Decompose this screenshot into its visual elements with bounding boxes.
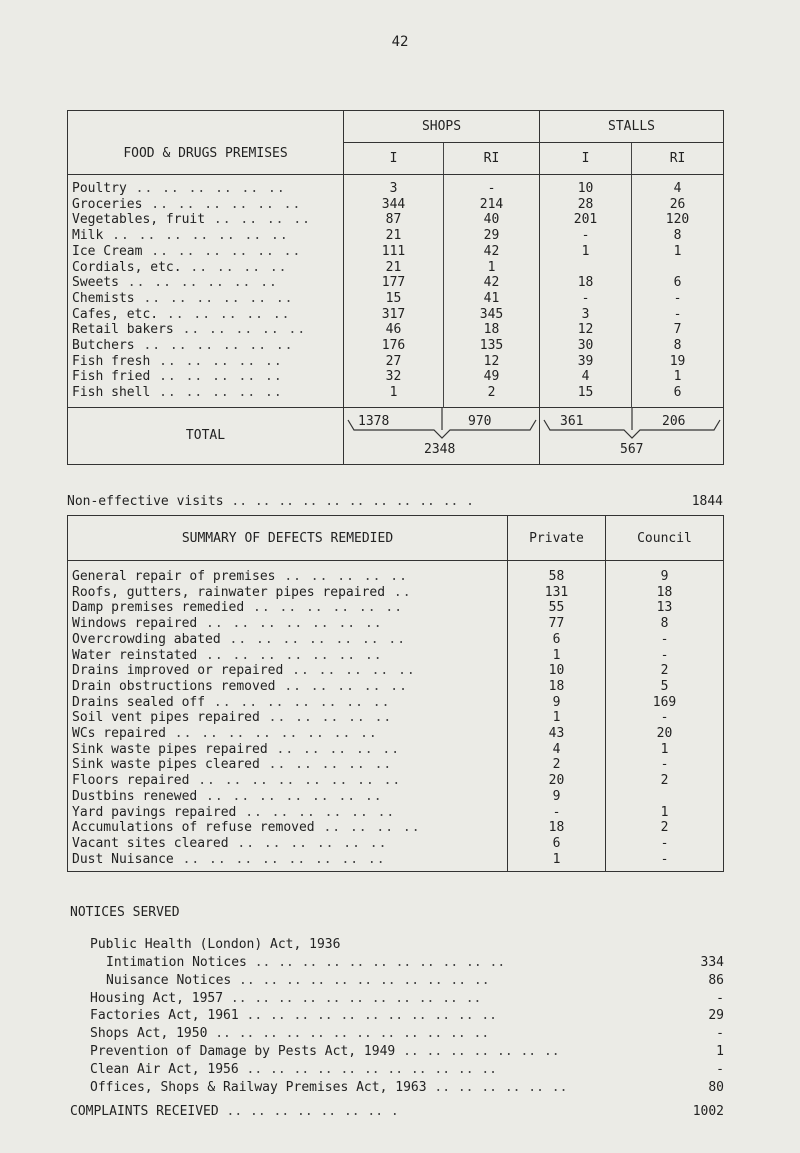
- stalls-ri-value: 8: [632, 338, 724, 354]
- defect-row: [68, 600, 724, 616]
- defect-row: [68, 632, 724, 648]
- food-row: [68, 385, 724, 407]
- food-row: [68, 260, 724, 276]
- leader-dots: .. .. .. .. .. .. .. .. .. .. .: [231, 494, 475, 509]
- notice-value: 1: [716, 1044, 724, 1059]
- defects-title: SUMMARY OF DEFECTS REMEDIED: [68, 516, 508, 561]
- food-row: [68, 275, 724, 291]
- defect-row: [68, 757, 724, 773]
- leader-dots: .. .. .. .. .. .. .. ..: [165, 726, 378, 742]
- shops-ri-value: 42: [444, 275, 540, 291]
- defect-label: Accumulations of refuse removed: [72, 820, 315, 836]
- shops-total-cell: [344, 407, 540, 464]
- private-value: 1: [508, 648, 606, 664]
- food-category-label: Fish fried: [72, 369, 151, 385]
- shops-i-header: I: [344, 143, 444, 175]
- council-value: -: [606, 710, 724, 726]
- food-category: [68, 354, 344, 370]
- stalls-i-value: 201: [573, 212, 598, 228]
- leader-dots: .. .. .. .. ..: [283, 663, 416, 679]
- public-health-act-heading: Public Health (London) Act, 1936: [90, 937, 341, 952]
- defect-label: Soil vent pipes repaired: [72, 710, 260, 726]
- leader-dots: .. .. .. .. .. ..: [134, 290, 294, 306]
- private-value: 9: [508, 789, 606, 805]
- food-category: [68, 291, 344, 307]
- defect-name: [68, 616, 508, 632]
- defect-name: [68, 726, 508, 742]
- council-value: 1: [606, 805, 724, 821]
- council-value: 18: [606, 585, 724, 601]
- council-value: 2: [606, 663, 724, 679]
- private-value: 20: [508, 773, 606, 789]
- leader-dots: .. .. .. .. .. .. .. .. .. .. .. ..: [207, 1026, 490, 1042]
- stalls-ri-value: [632, 260, 724, 276]
- food-row: [68, 354, 724, 370]
- non-effective-visits: [67, 494, 723, 509]
- private-value: 10: [508, 663, 606, 679]
- private-value: 1: [508, 852, 606, 872]
- council-header: Council: [606, 516, 724, 561]
- defect-label: Floors repaired: [72, 773, 190, 789]
- shops-ri-value: 42: [444, 244, 540, 260]
- leader-dots: .. .. .. .. .. ..: [228, 835, 388, 851]
- private-value: 43: [508, 726, 606, 742]
- defect-label: Yard pavings repaired: [72, 804, 237, 820]
- non-effective-value: 1844: [691, 494, 723, 509]
- shops-ri-value: 1: [444, 260, 540, 276]
- total-label: TOTAL: [68, 407, 344, 464]
- food-category-label: Poultry: [72, 181, 127, 196]
- council-value: -: [606, 648, 724, 664]
- defect-row: [68, 805, 724, 821]
- defect-label: WCs repaired: [72, 726, 166, 742]
- leader-dots: .. .. .. .. .. ..: [126, 181, 286, 196]
- council-value: 2: [606, 773, 724, 789]
- food-category: [68, 338, 344, 354]
- shops-i-value: 317: [381, 306, 406, 322]
- council-value: [606, 789, 724, 805]
- stalls-i-value: 1: [581, 243, 590, 259]
- shops-ri-value: 29: [444, 228, 540, 244]
- notice-label: Clean Air Act, 1956: [90, 1061, 239, 1077]
- food-category: [68, 197, 344, 213]
- leader-dots: .. .. .. .. .. ..: [236, 804, 396, 820]
- food-category-label: Vegetables, fruit: [72, 212, 206, 228]
- leader-dots: .. .. .. .. ..: [259, 757, 393, 773]
- private-value: 18: [508, 679, 606, 695]
- defect-label: Drain obstructions removed: [72, 678, 276, 694]
- shops-i-value: 32: [385, 369, 402, 385]
- stalls-total-cell: [540, 407, 724, 464]
- food-category-label: Ice Cream: [72, 243, 143, 259]
- stalls-ri-value: 26: [632, 197, 724, 213]
- leader-dots: .. .. .. .. .. .. .. .: [226, 1104, 399, 1119]
- leader-dots: .. .. .. .. .. ..: [142, 196, 302, 212]
- defect-name: [68, 679, 508, 695]
- defect-row: [68, 561, 724, 585]
- food-row: [68, 338, 724, 354]
- food-category-label: Butchers: [72, 338, 135, 354]
- defect-name: [68, 773, 508, 789]
- leader-dots: .. .. .. .. .. ..: [134, 338, 294, 354]
- defect-label: Vacant sites cleared: [72, 835, 229, 851]
- leader-dots: .. .. .. .. ..: [150, 385, 283, 401]
- stalls-i-value: 4: [581, 369, 590, 385]
- defect-row: [68, 742, 724, 758]
- leader-dots: .. .. .. .. .. .. ..: [197, 647, 383, 663]
- stalls-ri-total: 206: [662, 413, 686, 429]
- defect-row: [68, 663, 724, 679]
- defect-row: [68, 726, 724, 742]
- defect-row: [68, 679, 724, 695]
- shops-i-value: 15: [385, 290, 402, 306]
- defect-name: [68, 789, 508, 805]
- shops-header: SHOPS: [344, 111, 540, 143]
- notices-title: NOTICES SERVED: [70, 905, 180, 920]
- stalls-ri-value: 6: [632, 385, 724, 407]
- council-value: -: [606, 852, 724, 872]
- council-value: -: [606, 757, 724, 773]
- notice-value: -: [716, 1061, 724, 1077]
- defect-label: Water reinstated: [72, 647, 198, 663]
- notice-value: -: [716, 990, 724, 1006]
- stalls-i-value: -: [581, 228, 590, 244]
- shops-i-value: 344: [381, 196, 406, 212]
- shops-ri-total: 970: [468, 413, 492, 429]
- shops-i-value: 3: [389, 181, 398, 196]
- defect-label: Dustbins renewed: [72, 788, 198, 804]
- leader-dots: .. .. .. .. .. .. .. .. .. .. ..: [246, 955, 506, 970]
- private-value: 4: [508, 742, 606, 758]
- food-category: [68, 322, 344, 338]
- notice-label: Housing Act, 1957: [90, 990, 224, 1006]
- defect-row: [68, 710, 724, 726]
- leader-dots: .. .. .. .. .. ..: [426, 1079, 568, 1095]
- shops-ri-value: 2: [444, 385, 540, 407]
- leader-dots: ..: [385, 584, 412, 600]
- notice-value: 29: [708, 1008, 724, 1024]
- private-value: -: [508, 805, 606, 821]
- defect-name: [68, 663, 508, 679]
- leader-dots: .. .. .. .. .. .. ..: [103, 228, 289, 244]
- stalls-i-value: 3: [581, 306, 590, 322]
- food-row: [68, 197, 724, 213]
- defect-row: [68, 616, 724, 632]
- private-value: 9: [508, 695, 606, 711]
- shops-ri-value: -: [444, 175, 540, 197]
- leader-dots: .. .. .. ..: [205, 212, 311, 228]
- leader-dots: .. .. .. .. .. ..: [142, 243, 302, 259]
- shops-i-value: 177: [381, 275, 406, 291]
- defect-label: Overcrowding abated: [72, 631, 221, 647]
- private-value: 77: [508, 616, 606, 632]
- page-number: 42: [391, 34, 409, 50]
- food-row: [68, 291, 724, 307]
- private-value: 131: [508, 585, 606, 601]
- defect-label: Drains sealed off: [72, 694, 206, 710]
- notice-item: [90, 1008, 497, 1023]
- stalls-ri-value: 8: [632, 228, 724, 244]
- food-category: [68, 369, 344, 385]
- shops-i-value: 176: [381, 338, 406, 354]
- leader-dots: .. .. .. .. .. .. ..: [197, 788, 383, 804]
- food-category-label: Cafes, etc.: [72, 306, 159, 322]
- food-row: [68, 228, 724, 244]
- leader-dots: .. .. .. .. .. .. ..: [395, 1044, 560, 1059]
- leader-dots: .. .. .. .. .. .. .. .. .. .. ..: [231, 972, 490, 988]
- council-value: 1: [606, 742, 724, 758]
- notice-item: [106, 955, 505, 970]
- leader-dots: .. .. .. .. ..: [267, 741, 401, 757]
- shops-ri-header: RI: [444, 143, 540, 175]
- shops-ri-value: 345: [444, 307, 540, 323]
- defect-label: Damp premises remedied: [72, 600, 245, 616]
- food-category-label: Fish fresh: [72, 353, 151, 369]
- food-row: [68, 212, 724, 228]
- defect-row: [68, 773, 724, 789]
- food-category-label: Retail bakers: [72, 322, 174, 338]
- council-value: 8: [606, 616, 724, 632]
- stalls-ri-value: 4: [632, 175, 724, 197]
- food-row: [68, 175, 724, 197]
- notice-label: Intimation Notices: [106, 955, 247, 970]
- defect-row: [68, 820, 724, 836]
- council-value: 13: [606, 600, 724, 616]
- defect-row: [68, 836, 724, 852]
- leader-dots: .. .. .. ..: [181, 259, 288, 275]
- notice-label: Prevention of Damage by Pests Act, 1949: [90, 1044, 396, 1059]
- council-value: 2: [606, 820, 724, 836]
- defect-name: [68, 585, 508, 601]
- shops-i-value: 27: [385, 353, 402, 369]
- shops-ri-value: 49: [444, 369, 540, 385]
- leader-dots: .. .. .. .. ..: [259, 710, 393, 726]
- stalls-ri-value: 6: [632, 275, 724, 291]
- leader-dots: .. .. .. .. ..: [158, 306, 291, 322]
- leader-dots: .. .. .. .. ..: [275, 678, 408, 694]
- stalls-i-value: -: [581, 290, 590, 306]
- defect-label: Windows repaired: [72, 616, 198, 632]
- shops-ri-value: 214: [444, 197, 540, 213]
- food-category-label: Fish shell: [72, 385, 151, 401]
- defect-name: [68, 600, 508, 616]
- food-category: [68, 244, 344, 260]
- private-value: 58: [508, 561, 606, 585]
- stalls-i-total: 361: [560, 413, 584, 429]
- notice-value: 334: [700, 955, 724, 970]
- food-category: [68, 260, 344, 276]
- complaints-received: [70, 1104, 724, 1119]
- leader-dots: .. .. .. .. ..: [150, 353, 283, 369]
- defect-label: Sink waste pipes repaired: [72, 741, 268, 757]
- leader-dots: .. .. .. .. .. .. .. .. .. .. ..: [238, 1008, 497, 1024]
- defect-label: Roofs, gutters, rainwater pipes repaired: [72, 584, 386, 600]
- food-table-title: FOOD & DRUGS PREMISES: [68, 111, 344, 175]
- leader-dots: .. .. .. .. .. .. ..: [205, 694, 391, 710]
- leader-dots: .. .. .. .. .. .. .. .. .. .. ..: [238, 1061, 497, 1077]
- defects-table: [67, 515, 724, 872]
- shops-ri-value: 18: [444, 322, 540, 338]
- leader-dots: .. .. .. ..: [314, 820, 421, 836]
- council-value: 9: [606, 561, 724, 585]
- stalls-ri-header: RI: [632, 143, 724, 175]
- leader-dots: .. .. .. .. .. ..: [118, 275, 278, 291]
- notice-value: 86: [708, 972, 724, 988]
- defect-label: General repair of premises: [72, 569, 276, 584]
- defect-row: [68, 789, 724, 805]
- defect-name: [68, 695, 508, 711]
- defect-name: [68, 820, 508, 836]
- private-value: 55: [508, 600, 606, 616]
- defect-label: Dust Nuisance: [72, 851, 174, 867]
- council-value: 20: [606, 726, 724, 742]
- notice-label: Shops Act, 1950: [90, 1026, 208, 1042]
- defect-row: [68, 852, 724, 872]
- stalls-i-value: 18: [577, 275, 594, 291]
- notice-value: -: [716, 1026, 724, 1042]
- food-category: [68, 212, 344, 228]
- shops-i-value: 46: [385, 322, 402, 338]
- defect-label: Drains improved or repaired: [72, 663, 284, 679]
- food-drugs-table: [67, 110, 724, 465]
- food-category-label: Sweets: [72, 275, 119, 291]
- stalls-i-value: [540, 260, 632, 276]
- defect-name: [68, 710, 508, 726]
- food-row: [68, 244, 724, 260]
- stalls-i-value: 39: [577, 353, 594, 369]
- food-category: [68, 275, 344, 291]
- stalls-ri-value: 7: [632, 322, 724, 338]
- shops-ri-value: 40: [444, 212, 540, 228]
- complaints-label: COMPLAINTS RECEIVED: [70, 1104, 219, 1119]
- stalls-i-header: I: [540, 143, 632, 175]
- food-category: [68, 228, 344, 244]
- leader-dots: .. .. .. .. .. .. ..: [220, 631, 407, 647]
- stalls-i-value: 30: [577, 338, 594, 354]
- food-row: [68, 322, 724, 338]
- notice-item: [90, 1080, 567, 1095]
- food-category: [68, 175, 344, 197]
- council-value: 5: [606, 679, 724, 695]
- notice-item: [90, 1062, 497, 1077]
- defect-row: [68, 695, 724, 711]
- defect-name: [68, 648, 508, 664]
- leader-dots: .. .. .. .. .. .. .. ..: [189, 773, 402, 789]
- private-header: Private: [508, 516, 606, 561]
- defect-row: [68, 648, 724, 664]
- food-category-label: Milk: [72, 228, 104, 244]
- shops-i-value: 87: [385, 212, 402, 228]
- stalls-i-value: 12: [577, 322, 594, 338]
- council-value: -: [606, 632, 724, 648]
- food-category: [68, 385, 344, 407]
- food-category-label: Chemists: [72, 290, 135, 306]
- stalls-ri-value: 1: [632, 369, 724, 385]
- stalls-ri-value: 19: [632, 354, 724, 370]
- food-category-label: Groceries: [72, 196, 143, 212]
- stalls-i-value: 15: [577, 385, 594, 401]
- defect-name: [68, 805, 508, 821]
- leader-dots: .. .. .. .. .. .. ..: [197, 616, 383, 632]
- leader-dots: .. .. .. .. ..: [275, 569, 408, 584]
- shops-i-total: 1378: [358, 413, 390, 429]
- shops-i-value: 21: [385, 259, 402, 275]
- food-row: [68, 307, 724, 323]
- shops-i-value: 21: [385, 228, 402, 244]
- stalls-ri-value: 120: [632, 212, 724, 228]
- food-row: [68, 369, 724, 385]
- notice-label: Factories Act, 1961: [90, 1008, 239, 1024]
- stalls-grand-total: 567: [620, 441, 644, 457]
- leader-dots: .. .. .. .. .. .. .. .. .. .. ..: [223, 990, 482, 1006]
- food-category: [68, 307, 344, 323]
- notice-value: 80: [708, 1079, 724, 1095]
- notice-label: Nuisance Notices: [106, 972, 232, 988]
- shops-ri-value: 135: [444, 338, 540, 354]
- private-value: 18: [508, 820, 606, 836]
- defect-name: [68, 852, 508, 872]
- non-effective-label: Non-effective visits: [67, 494, 224, 509]
- private-value: 6: [508, 632, 606, 648]
- shops-ri-value: 41: [444, 291, 540, 307]
- shops-grand-total: 2348: [424, 441, 456, 457]
- defect-name: [68, 757, 508, 773]
- notice-label: Offices, Shops & Railway Premises Act, 1963: [90, 1079, 427, 1095]
- council-value: 169: [606, 695, 724, 711]
- leader-dots: .. .. .. .. ..: [150, 369, 283, 385]
- defect-row: [68, 585, 724, 601]
- stalls-header: STALLS: [540, 111, 724, 143]
- defect-name: [68, 742, 508, 758]
- notice-item: [90, 1044, 560, 1059]
- defect-name: [68, 836, 508, 852]
- notice-item: [90, 1026, 489, 1041]
- complaints-value: 1002: [692, 1104, 724, 1119]
- leader-dots: .. .. .. .. .. .. .. ..: [173, 851, 386, 867]
- defect-name: [68, 632, 508, 648]
- shops-i-value: 111: [381, 243, 406, 259]
- stalls-i-value: 10: [577, 181, 594, 196]
- shops-i-value: 1: [389, 385, 398, 401]
- stalls-ri-value: -: [632, 291, 724, 307]
- stalls-ri-value: -: [632, 307, 724, 323]
- defect-name: [68, 561, 508, 585]
- leader-dots: .. .. .. .. ..: [173, 322, 307, 338]
- food-category-label: Cordials, etc.: [72, 259, 182, 275]
- notice-item: [106, 973, 490, 988]
- private-value: 1: [508, 710, 606, 726]
- stalls-i-value: 28: [577, 196, 594, 212]
- defect-label: Sink waste pipes cleared: [72, 757, 260, 773]
- stalls-ri-value: 1: [632, 244, 724, 260]
- notice-item: [90, 991, 481, 1006]
- shops-ri-value: 12: [444, 354, 540, 370]
- council-value: -: [606, 836, 724, 852]
- private-value: 2: [508, 757, 606, 773]
- private-value: 6: [508, 836, 606, 852]
- leader-dots: .. .. .. .. .. ..: [244, 600, 404, 616]
